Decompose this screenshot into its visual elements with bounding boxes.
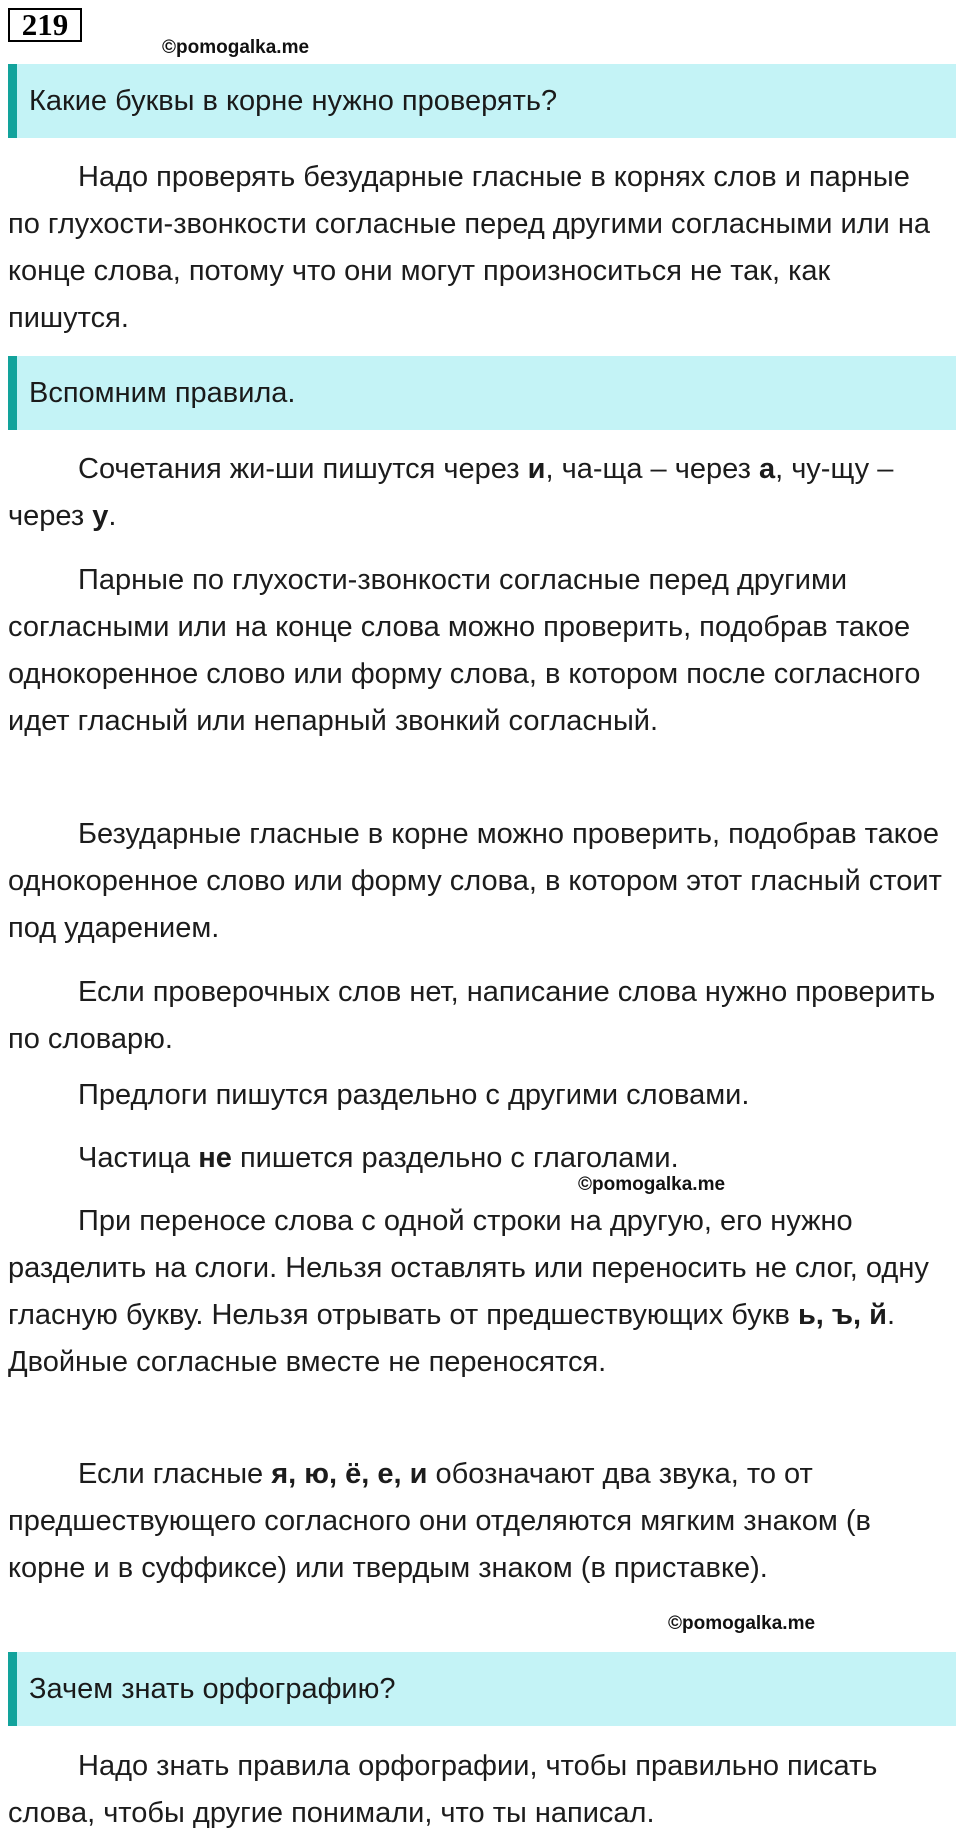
answer-paragraph-3: Надо знать правила орфографии, чтобы правильно писать слова, чтобы другие понимали, что ты написал. <box>8 1750 878 1829</box>
section-heading-3: Зачем знать орфографию? <box>8 1652 956 1726</box>
section-heading-2: Вспомним правила. <box>8 356 956 430</box>
watermark-top: ©pomogalka.me <box>162 37 310 58</box>
rule-paragraph-8: Если гласные я, ю, ё, е, и обозначают два звука, то от предшествующего согласного они отделяются мягким знаком (в корне и в суффиксе) или твердым знаком (в приставке). <box>8 1458 871 1584</box>
task-number: 219 <box>8 8 82 42</box>
rule-paragraph-2: Парные по глухости-звонкости согласные перед другими согласными или на конце слова можно проверить, подобрав такое однокоренное слово или форму слова, в котором после согласного идет гласный или непарный звонкий согласный. <box>8 564 921 737</box>
answer-paragraph-1: Надо проверять безударные гласные в корнях слов и парные по глухости-звонкости согласные перед другими согласными или на конце слова, потому что они могут произноситься не так, как пишутся. <box>8 161 931 334</box>
watermark-middle: ©pomogalka.me <box>578 1174 726 1195</box>
watermark-bottom: ©pomogalka.me <box>668 1613 816 1634</box>
rule-paragraph-6: Частица не пишется раздельно с глаголами. <box>78 1142 679 1174</box>
rule-paragraph-5: Предлоги пишутся раздельно с другими словами. <box>78 1079 750 1111</box>
section-heading-1: Какие буквы в корне нужно проверять? <box>8 64 956 138</box>
rule-paragraph-1: Сочетания жи-ши пишутся через и, ча-ща – через а, чу-щу – через у. <box>8 453 894 532</box>
rule-paragraph-3: Безударные гласные в корне можно проверить, подобрав такое однокоренное слово или форму слова, в котором этот гласный стоит под ударением. <box>8 818 942 944</box>
rule-paragraph-7: При переносе слова с одной строки на другую, его нужно разделить на слоги. Нельзя оставлять или переносить не слог, одну гласную букву. Нельзя отрывать от предшествующих букв ь, ъ, й. Двойные согласные вместе не переносятся. <box>8 1205 929 1378</box>
rule-paragraph-4: Если проверочных слов нет, написание слова нужно проверить по словарю. <box>8 976 936 1055</box>
